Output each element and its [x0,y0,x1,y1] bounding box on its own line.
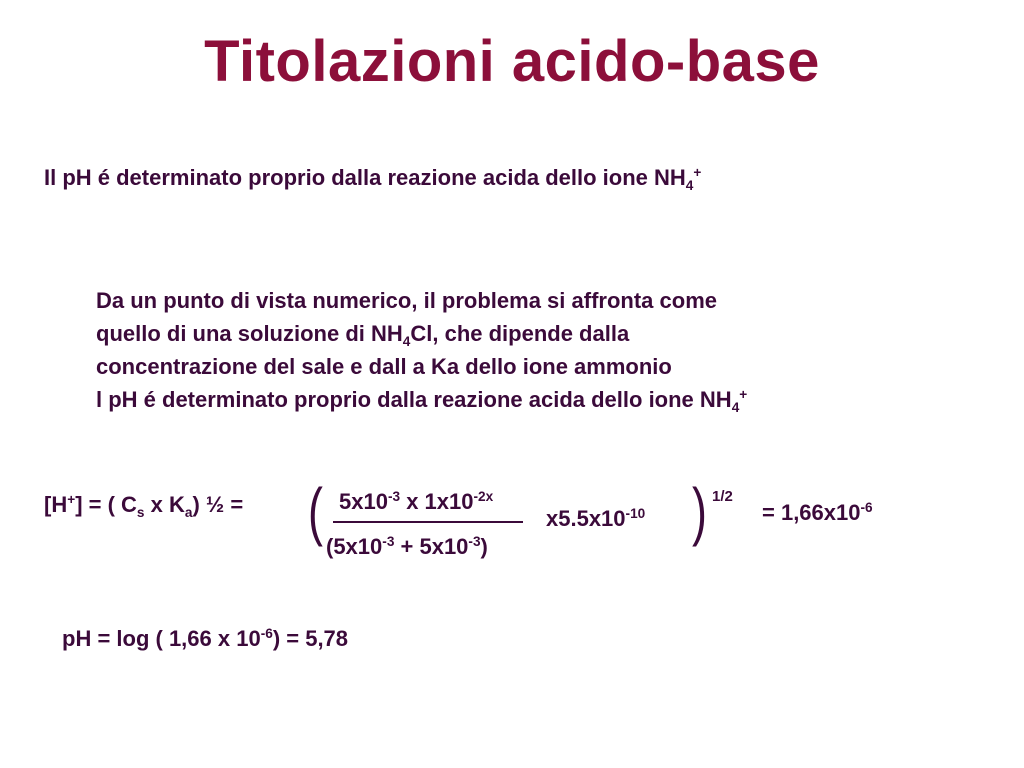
formula-multiplier: $x5.5x10^{-10}$ [546,505,646,531]
ph-result-line: pH = log ( 1,66 x $10^{-6}) = 5,78$ [62,625,349,651]
intro-line: Il pH é determinato proprio dalla reazione acida dello ione $NH_4^+$ [44,164,702,193]
explanation-paragraph [96,284,747,416]
paragraph-line-3: concentrazione del sale e dall a Ka dello ione ammonio [96,354,672,379]
formula-left-paren: ( [308,475,323,547]
paragraph-line-1: Da un punto di vista numerico, il problema si affronta come [96,288,717,313]
formula-numerator: $5x10^{-3}$ x $1x10^{-2x}$ [339,488,494,514]
formula-result: = $1,66x10^{-6}$ [762,499,873,525]
formula-right-paren: ) [692,475,707,547]
formula-power: 1/2 [712,488,733,505]
formula-lhs: [H+] = ( $C_s$ x $K_a$) ½ = [44,491,244,520]
fraction-line [333,521,523,523]
paragraph-line-2: quello di una soluzione di $NH_4Cl$, che dipende dalla [96,321,630,349]
paragraph-line-4: l pH é determinato proprio dalla reazione acida dello ione $NH_4^+$ [96,386,748,415]
slide-title: Titolazioni acido-base [204,29,820,94]
formula-denominator: $(5x10^{-3} + 5x10^{-3})$ [326,533,488,559]
